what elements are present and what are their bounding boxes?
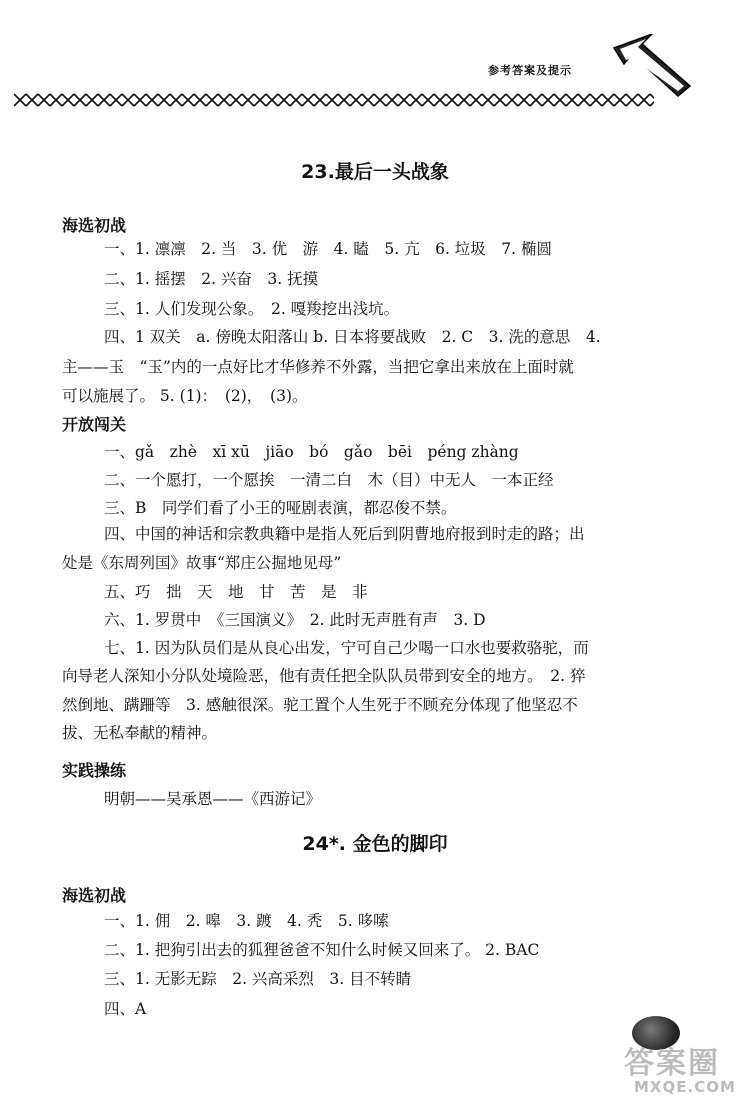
- zigzag-segment: [182, 94, 194, 106]
- zigzag-segment: [362, 94, 374, 106]
- section-heading: 海选初战: [62, 886, 127, 905]
- zigzag-segment: [434, 94, 446, 106]
- answer-line: 然倒地、蹒跚等 3. 感触很深。驼工置个人生死于不顾充分体现了他坚忍不: [62, 696, 578, 714]
- zigzag-segment: [338, 94, 350, 106]
- zigzag-segment: [386, 94, 398, 106]
- zigzag-segment: [26, 94, 38, 106]
- zigzag-segment: [146, 94, 158, 106]
- zigzag-segment: [230, 94, 242, 106]
- zigzag-segment: [290, 94, 302, 106]
- section-heading: 海选初战: [62, 216, 127, 235]
- zigzag-segment: [626, 94, 638, 106]
- zigzag-segment: [542, 94, 554, 106]
- zigzag-segment: [170, 94, 182, 106]
- answer-line: 四、A: [104, 1000, 147, 1018]
- zigzag-segment: [566, 94, 578, 106]
- answer-line: 五、巧 拙 天 地 甘 苦 是 非: [104, 583, 368, 601]
- zigzag-segment: [410, 94, 422, 106]
- zigzag-segment: [374, 94, 386, 106]
- answer-line: 四、1 双关 a. 傍晚太阳落山 b. 日本将要战败 2. C 3. 洗的意思 4.: [104, 328, 601, 346]
- zigzag-segment: [206, 94, 218, 106]
- answer-line: 主——玉 “玉”内的一点好比才华修养不外露，当把它拿出来放在上面时就: [62, 358, 574, 376]
- zigzag-segment: [494, 94, 506, 106]
- watermark: [620, 1040, 750, 1103]
- zigzag-segment: [590, 94, 602, 106]
- zigzag-segment: [122, 94, 134, 106]
- answer-line: 拔、无私奉献的精神。: [62, 724, 218, 742]
- answer-line: 向导老人深知小分队处境险恶，他有责任把全队队员带到安全的地方。 2. 猝: [62, 667, 586, 685]
- zigzag-segment: [578, 94, 590, 106]
- zigzag-divider: [14, 92, 654, 108]
- watermark-text: 答案圈: [624, 1046, 720, 1081]
- answer-line: 一、gǎ zhè xī xū jiāo bó gǎo bēi péng zhàng: [104, 443, 519, 461]
- zigzag-segment: [38, 94, 50, 106]
- header-label: 参考答案及提示: [488, 64, 572, 77]
- zigzag-segment: [506, 94, 518, 106]
- answer-line: 三、1. 人们发现公象。 2. 嘎羧挖出浅坑。: [104, 300, 400, 318]
- zigzag-segment: [278, 94, 290, 106]
- zigzag-segment: [530, 94, 542, 106]
- zigzag-segment: [50, 94, 62, 106]
- answer-line: 七、1. 因为队员们是从良心出发，宁可自己少喝一口水也要救骆驼，而: [104, 639, 589, 657]
- zigzag-segment: [62, 94, 74, 106]
- answer-line: 二、一个愿打，一个愿挨 一清二白 木（目）中无人 一本正经: [104, 471, 554, 489]
- answer-line: 四、中国的神话和宗教典籍中是指人死后到阴曹地府报到时走的路；出: [104, 525, 585, 543]
- zigzag-segment: [266, 94, 278, 106]
- zigzag-segment: [158, 94, 170, 106]
- watermark-url: MXQE.COM: [634, 1078, 736, 1096]
- zigzag-segment: [86, 94, 98, 106]
- zigzag-segment: [110, 94, 122, 106]
- zigzag-segment: [134, 94, 146, 106]
- zigzag-segment: [554, 94, 566, 106]
- zigzag-segment: [194, 94, 206, 106]
- answer-line: 二、1. 摇摆 2. 兴奋 3. 抚摸: [104, 270, 319, 288]
- zigzag-segment: [518, 94, 530, 106]
- zigzag-segment: [458, 94, 470, 106]
- zigzag-segment: [350, 94, 362, 106]
- zigzag-segment: [614, 94, 626, 106]
- answer-line: 明朝——吴承恩——《西游记》: [104, 790, 322, 808]
- answer-line: 处是《东周列国》故事“郑庄公掘地见母”: [62, 554, 342, 572]
- section-heading: 开放闯关: [62, 415, 127, 434]
- zigzag-segment: [650, 94, 654, 106]
- zigzag-segment: [242, 94, 254, 106]
- zigzag-segment: [326, 94, 338, 106]
- chapter-23-title: 23.最后一头战象: [301, 161, 449, 183]
- zigzag-segment: [470, 94, 482, 106]
- zigzag-segment: [638, 94, 650, 106]
- answer-line: 三、B 同学们看了小王的哑剧表演，都忍俊不禁。: [104, 499, 457, 517]
- zigzag-segment: [98, 94, 110, 106]
- answer-line: 可以施展了。 5. (1)： (2)， (3)。: [62, 387, 308, 405]
- zigzag-segment: [302, 94, 314, 106]
- zigzag-segment: [398, 94, 410, 106]
- zigzag-segment: [446, 94, 458, 106]
- answer-line: 一、1. 凛凛 2. 当 3. 优 游 4. 瞌 5. 亢 6. 垃圾 7. 椭圆: [104, 240, 553, 258]
- zigzag-segment: [314, 94, 326, 106]
- zigzag-segment: [422, 94, 434, 106]
- answer-line: 二、1. 把狗引出去的狐狸爸爸不知什么时候又回来了。 2. BAC: [104, 941, 540, 959]
- zigzag-segment: [218, 94, 230, 106]
- section-heading: 实践操练: [62, 761, 127, 780]
- zigzag-segment: [74, 94, 86, 106]
- answer-line: 三、1. 无影无踪 2. 兴高采烈 3. 目不转睛: [104, 970, 412, 988]
- zigzag-segment: [602, 94, 614, 106]
- zigzag-segment: [482, 94, 494, 106]
- arrow-icon: [612, 34, 692, 98]
- answer-line: 六、1. 罗贯中 《三国演义》 2. 此时无声胜有声 3. D: [104, 611, 486, 629]
- zigzag-segment: [14, 94, 26, 106]
- answer-line: 一、1. 佣 2. 嗥 3. 踱 4. 秃 5. 哆嗦: [104, 912, 389, 930]
- chapter-24-title: 24*. 金色的脚印: [302, 833, 448, 855]
- zigzag-segment: [254, 94, 266, 106]
